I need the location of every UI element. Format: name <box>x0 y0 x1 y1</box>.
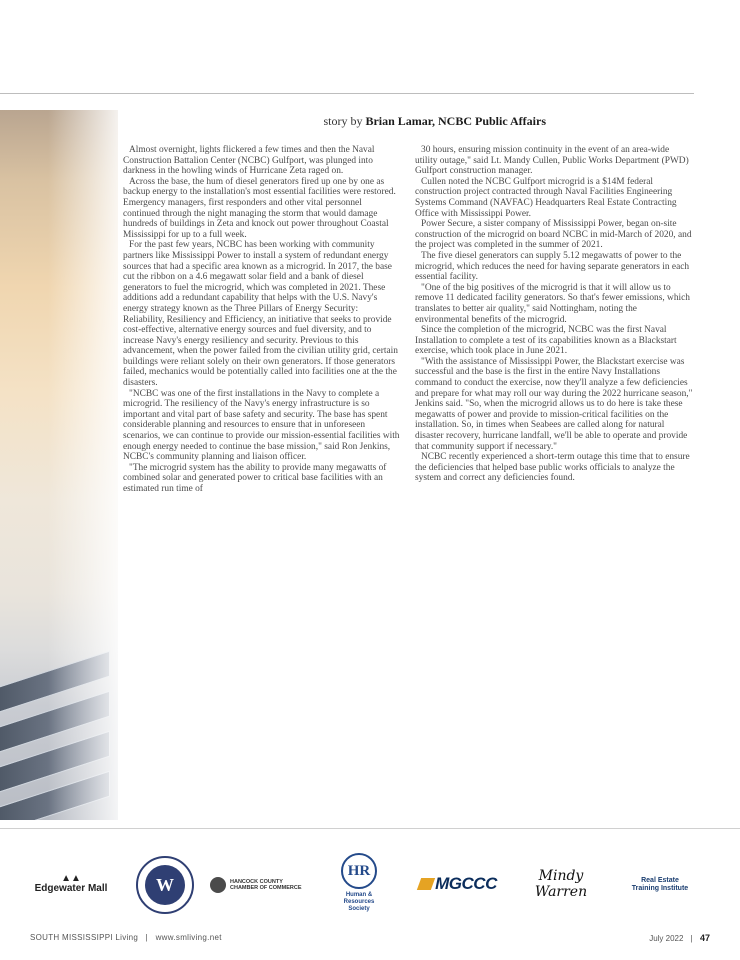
institute-line-2: Training Institute <box>631 885 689 892</box>
chamber-line-2: CHAMBER OF COMMERCE <box>230 885 302 891</box>
mindy-warren-logo <box>515 868 607 900</box>
hr-society-logo <box>336 848 382 918</box>
article-paragraph: The five diesel generators can supply 5.12 megawatts of power to the microgrid, which reduces the need for having separate generators in each essential facility. <box>415 250 690 283</box>
publication-name: SOUTH MISSISSIPPI Living <box>30 933 139 942</box>
hr-mark: HR <box>341 853 377 889</box>
article-paragraph: Power Secure, a sister company of Mississippi Power, began on-site construction of the microgrid on board NCBC in mid-March of 2020, and the project was completed in the summer of 2021. <box>415 219 692 251</box>
edgewater-mall-text: Edgewater Mall <box>34 883 108 894</box>
page-number: 47 <box>699 933 710 943</box>
article-column-left <box>123 145 401 495</box>
article-paragraph: "The microgrid system has the ability to provide many megawatts of combined solar and generated power to critical base facilities with an estimated run time of <box>123 462 387 494</box>
article-paragraph: For the past few years, NCBC has been working with community partners like Mississippi Power to install a system of redundant energy sources that had a specific area known as a microgrid. In 2017, the base cut the ribbon on a 4.6 megawatt solar field and a bank of diesel generators to fuel the microgrid, which was completed in 2021. These additions add a redundant capability that helps with the U.S. Navy's energy strategy known as the Three Pillars of Energy Security: Reliability, Resiliency and Efficiency, an initiative that seeks to provide cost-effective, alternative energy sources and fuel diversity, and to increase Navy's energy resiliency and security. Previous to this advancement, when the power failed from the civilian utility grid, certain buildings were reliant solely on their own generators. If those generators failed, mechanics would be potentially called into facilities one at the the disasters. <box>123 240 398 389</box>
chamber-emblem-icon <box>210 877 226 893</box>
article-paragraph: Since the completion of the microgrid, NCBC was the first Naval Installation to complete a test of its capabilities known as a Blackstart exercise, which took place in June 2021. <box>415 325 677 357</box>
article-paragraph: "One of the big positives of the microgrid is that it will allow us to remove 11 dedicated facility generators. So that's fewer emissions, which translates to better air quality," said Nottingham, noting the environmental benefits of the microgrid. <box>415 282 690 325</box>
hr-line-2: Resources <box>343 899 375 905</box>
page-footer <box>0 930 740 946</box>
article-paragraph: NCBC recently experienced a short-term outage this time that to ensure the deficiencies that helped base public works officials to analyze the system and correct any deficiencies found. <box>415 452 690 484</box>
footer-separator: | <box>690 934 693 943</box>
real-estate-institute-logo <box>620 872 700 898</box>
article-body <box>123 145 703 805</box>
publication-website[interactable]: www.smliving.net <box>155 933 222 942</box>
hancock-chamber-logo <box>210 876 318 894</box>
article-paragraph: 30 hours, ensuring mission continuity in the event of an area-wide utility outage," said Lt. Mandy Cullen, Public Works Department (PWD) Gulfport construction manager. <box>415 145 689 177</box>
article-paragraph: Across the base, the hum of diesel generators fired up one by one as backup energy to the installation's most essential facilities were restored. Emergency managers, first responders and other vital personnel continued through the night managing the storm that would damage hundreds of buildings in Zeta and knock out power throughout Coastal Mississippi for up to a full week. <box>123 176 396 240</box>
byline-author: Brian Lamar, NCBC Public Affairs <box>365 114 546 128</box>
top-rule <box>0 93 694 94</box>
chamber-line-1: HANCOCK COUNTY <box>230 878 283 885</box>
edgewater-mall-logo <box>22 872 120 896</box>
edgewater-glyph-icon: ▲▲ <box>61 873 81 884</box>
article-paragraph: "With the assistance of Mississippi Power, the Blackstart exercise was successful and the base is the first in the entire Navy Installations command to conduct the exercise, now they'll analyze a few deficiencies and prepare for what may roll our way during the 2022 hurricane season," Jenkins said. "So, when the microgrid allows us to do here is take these megawatts of power and provide to mission-critical facilities on the installation. So, in times when Seabees are called along for natural disaster recovery, hurricane landfall, we'll be able to operate and provide that community support if necessary." <box>415 356 693 452</box>
article-paragraph: Almost overnight, lights flickered a few times and then the Naval Construction Battalion Center (NCBC) Gulfport, was plunged into darkness in the howling winds of Hurricane Zeta raged on. <box>123 145 375 177</box>
byline-prefix: story by <box>323 114 363 128</box>
mindy-warren-text: Mindy Warren <box>534 868 588 900</box>
sponsor-logos <box>0 846 740 918</box>
article-paragraph: Cullen noted the NCBC Gulfport microgrid is a $14M federal construction project contracted through Naval Facilities Engineering Systems Command (NAVFAC) Headquarters Real Estate Contracting Office with Mississippi Power. <box>415 176 677 219</box>
mgccc-stripe-icon <box>417 878 435 890</box>
article-paragraph: "NCBC was one of the first installations in the Navy to complete a microgrid. The resiliency of the Navy's energy infrastructure is so important and vital part of base safety and security. The base has spent considerable planning and resources to ensure that in unforeseen scenarios, we can continue to provide our mission-essential facilities with enough energy needed to continue the base mission," said Ron Jenkins, NCBC's community planning and liaison officer. <box>123 388 400 463</box>
seal-letter: W <box>145 865 185 905</box>
solar-panel-photo <box>0 110 118 820</box>
issue-date: July 2022 <box>649 934 684 943</box>
hr-line-1: Human & <box>345 892 373 898</box>
mgccc-text: MGCCC <box>435 874 497 893</box>
footer-separator: | <box>145 933 149 942</box>
bottom-rule <box>0 828 740 829</box>
hr-line-3: Society <box>348 906 370 912</box>
seal-logo <box>136 856 194 914</box>
mgccc-logo <box>414 873 502 895</box>
photo-fade <box>48 110 118 820</box>
institute-line-1: Real Estate <box>641 876 679 884</box>
article-column-right <box>415 145 693 484</box>
